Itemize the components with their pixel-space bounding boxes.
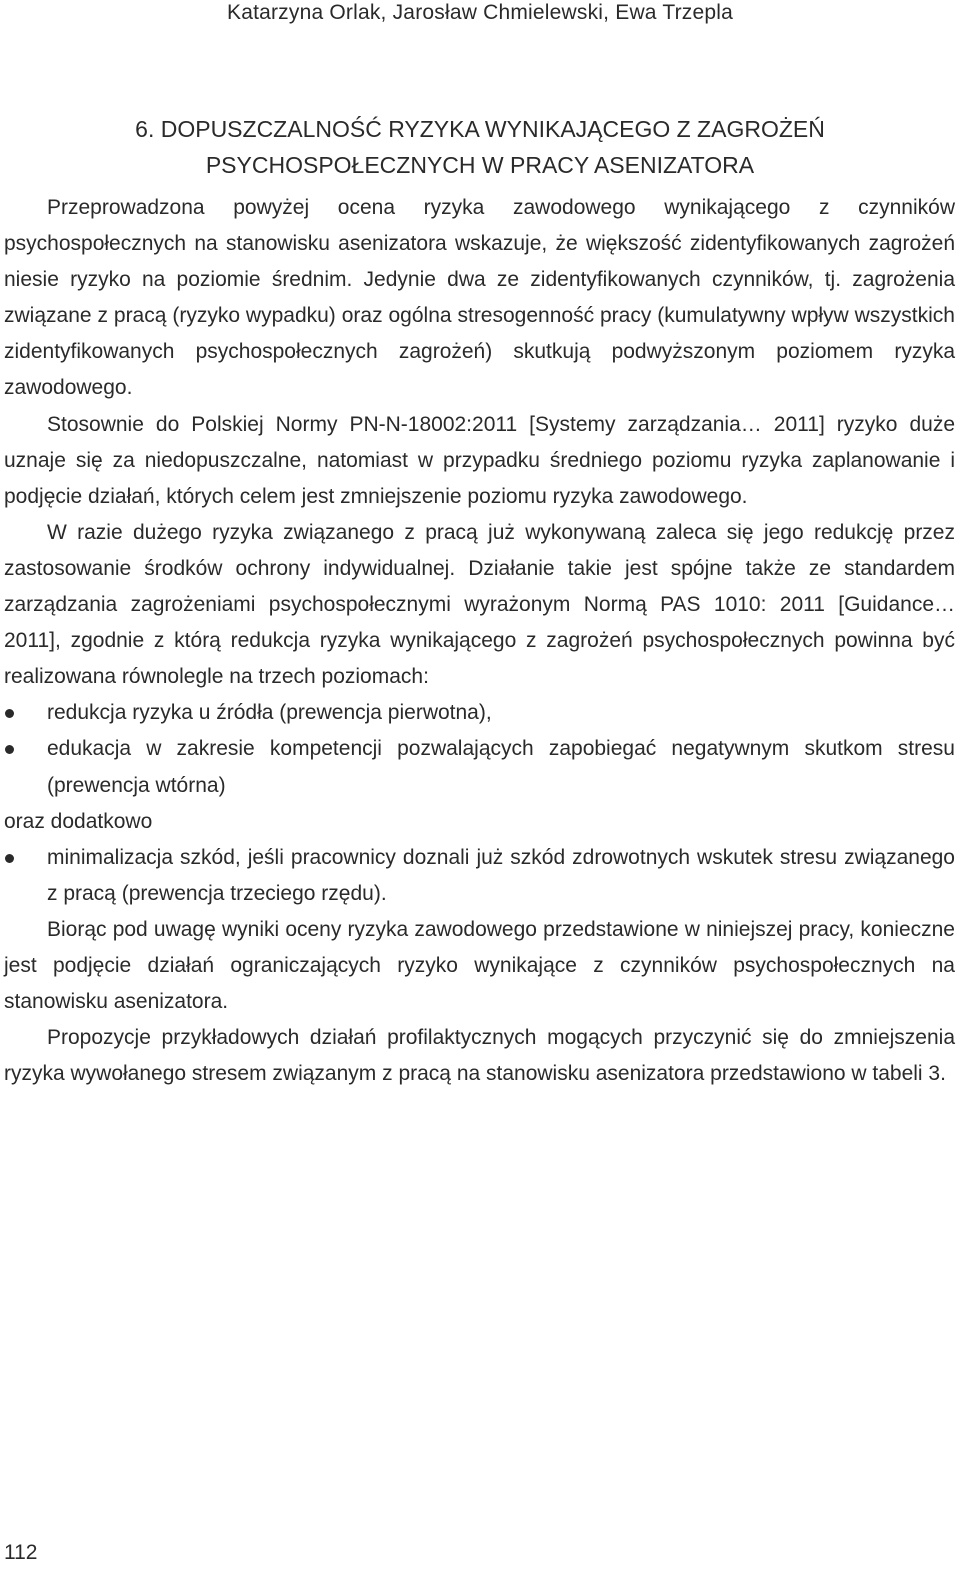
- paragraph-polish-standard: Stosownie do Polskiej Normy PN-N-18002:2011 [Systemy zarządzania… 2011] ryzyko duże uznaje się za niedopuszczalne, natomiast w przypadku średniego poziomu ryzyka zaplanowanie i podjęcie działań, których celem jest zmniejszenie poziomu ryzyka zawodowego.: [4, 412, 955, 508]
- bullet-icon: [5, 745, 14, 754]
- list-item: [4, 840, 955, 912]
- section-heading-line-2: PSYCHOSPOŁECZNYCH W PRACY ASENIZATORA: [205, 152, 755, 179]
- list-item-text: minimalizacja szkód, jeśli pracownicy doznali już szkód zdrowotnych wskutek stresu związanego z pracą (prewencja trzeciego rzędu).: [47, 845, 955, 905]
- list-connector-text: oraz dodatkowo: [4, 809, 153, 833]
- paragraph-necessary-actions: Biorąc pod uwagę wyniki oceny ryzyka zawodowego przedstawione w niniejszej pracy, konieczne jest podjęcie działań ograniczających ryzyko wynikające z czynników psychospołecznych na stanowisku asenizatora.: [4, 917, 955, 1014]
- paragraph-risk-assessment-summary: Przeprowadzona powyżej ocena ryzyka zawodowego wynikającego z czynników psychospołecznych na stanowisku asenizatora wskazuje, że większość zidentyfikowanych zagrożeń niesie ryzyko na poziomie średnim. Jedynie dwa ze zidentyfikowanych czynników, tj. zagrożenia związane z pracą (ryzyko wypadku) oraz ogólna stresogenność pracy (kumulatywny wpływ wszystkich zidentyfikowanych psychospołecznych zagrożeń) skutkują podwyższonym poziomem ryzyka zawodowego.: [4, 196, 955, 400]
- bullet-icon: [5, 709, 14, 718]
- list-item-text: edukacja w zakresie kompetencji pozwalających zapobiegać negatywnym skutkom stresu (prewencja wtórna): [47, 737, 955, 797]
- body-text: [4, 190, 955, 1092]
- prevention-levels-list: [4, 695, 955, 803]
- section-heading-line-1: 6. DOPUSZCZALNOŚĆ RYZYKA WYNIKAJĄCEGO Z ZAGROŻEŃ: [135, 116, 825, 143]
- bullet-icon: [5, 854, 14, 863]
- section-heading: [0, 111, 960, 183]
- list-item: [4, 731, 955, 803]
- list-item-text: redukcja ryzyka u źródła (prewencja pierwotna),: [47, 701, 492, 725]
- list-item: [4, 695, 955, 731]
- additional-prevention-list: [4, 840, 955, 912]
- running-header-authors: Katarzyna Orlak, Jarosław Chmielewski, Ewa Trzepla: [226, 1, 733, 24]
- paragraph-risk-reduction: W razie dużego ryzyka związanego z pracą już wykonywaną zaleca się jego redukcję przez zastosowanie środków ochrony indywidualnej. Działanie takie jest spójne także ze standardem zarządzania zagrożeniami psychospołecznymi wyrażonym Normą PAS 1010: 2011 [Guidance… 2011], zgodnie z którą redukcja ryzyka wynikającego z zagrożeń psychospołecznych powinna być realizowana równolegle na trzech poziomach:: [4, 520, 955, 689]
- paragraph-table-reference: Propozycje przykładowych działań profilaktycznych mogących przyczynić się do zmniejszenia ryzyka wywołanego stresem związanym z pracą na stanowisku asenizatora przedstawiono w tabeli 3.: [4, 1026, 955, 1086]
- page-number: 112: [4, 1541, 38, 1564]
